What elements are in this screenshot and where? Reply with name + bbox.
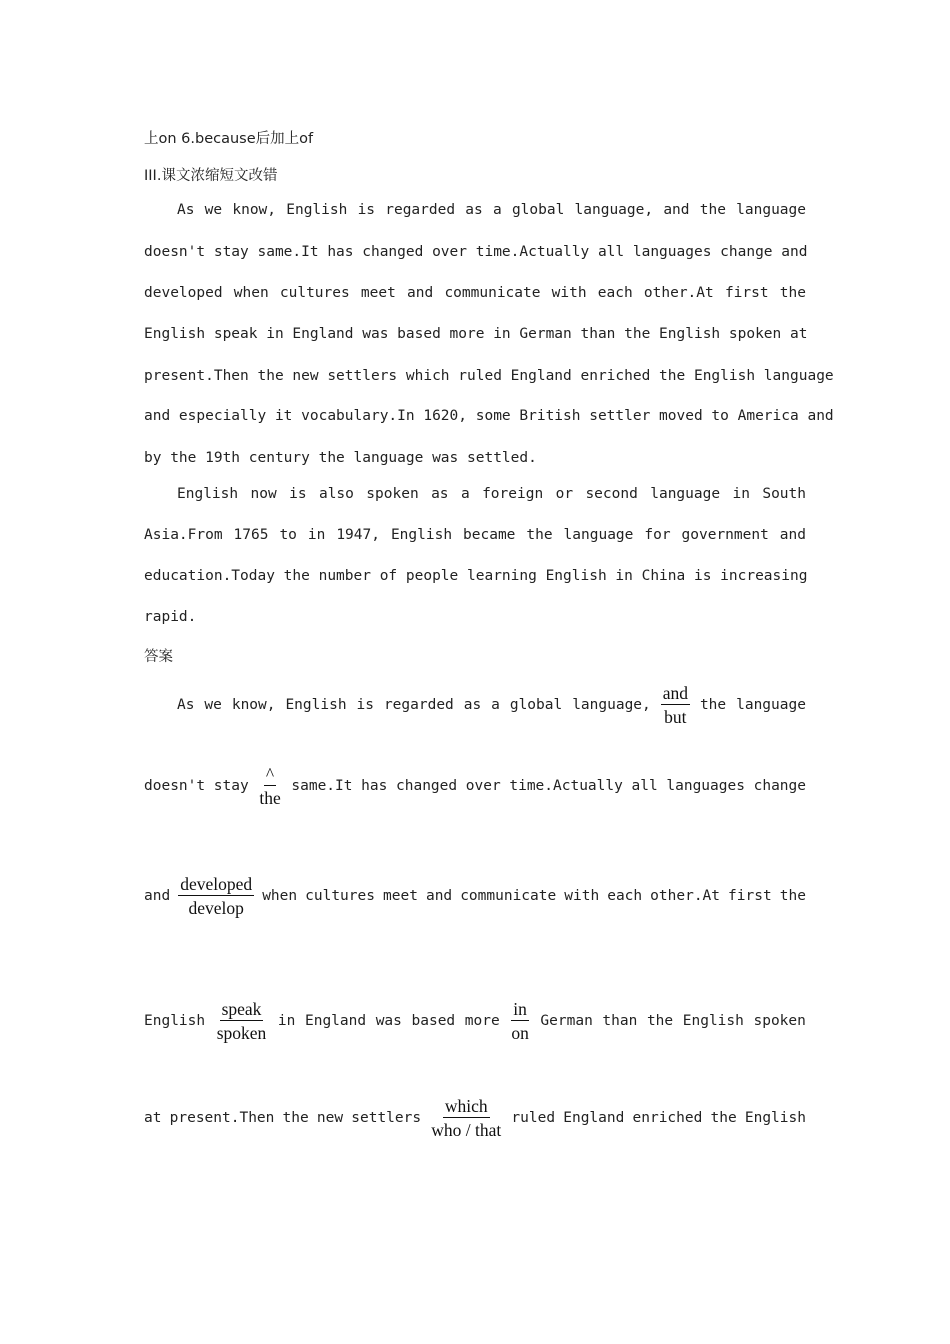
answer-word: English (144, 1013, 206, 1029)
answer-word: communicate (460, 888, 557, 904)
answer-word: when (262, 888, 298, 904)
correction-original: developed (180, 873, 253, 894)
correction-mark (509, 999, 531, 1044)
correction-fix: who / that (431, 1119, 502, 1140)
answer-word: languages (666, 778, 745, 794)
answer-word: As (177, 697, 195, 713)
answer-word: a (491, 697, 500, 713)
answer-word: was (375, 1013, 402, 1029)
passage-line: Asia.From 1765 to in 1947, English became the language for government and (144, 527, 806, 543)
answer-word: at (144, 1110, 162, 1126)
answer-word: change (753, 778, 806, 794)
answer-word: cultures (305, 888, 375, 904)
answer-word: the (646, 1013, 674, 1029)
answer-word: spoken (753, 1013, 806, 1029)
passage-line: by the 19th century the language was settled. (144, 450, 537, 466)
answer-word: enriched (632, 1110, 703, 1126)
passage-line: As we know, English is regarded as a global language, and the language (177, 202, 806, 218)
answer-word: English (682, 1013, 744, 1029)
answer-word: other.At (650, 888, 721, 904)
answer-word: and (144, 888, 171, 904)
answer-word: England (563, 1110, 625, 1126)
passage-line: English speak in England was based more in German than the English spoken at (144, 326, 808, 342)
top-note: 上on 6.because后加上of (144, 131, 314, 147)
correction-original: in (513, 998, 527, 1019)
correction-mark (215, 999, 269, 1044)
answer-word: England (304, 1013, 367, 1029)
answer-word: the (282, 1110, 309, 1126)
correction-fix: but (664, 706, 687, 727)
answer-word: has (361, 778, 388, 794)
answer-row (177, 680, 806, 730)
answer-word: language, (572, 697, 651, 713)
answer-word: settlers (351, 1110, 422, 1126)
correction-original: speak (221, 998, 262, 1019)
answer-word: doesn't (144, 778, 206, 794)
answer-word: in (277, 1013, 296, 1029)
passage-line: present.Then the new settlers which ruled England enriched the English language (144, 368, 834, 384)
answer-word: English (744, 1110, 806, 1126)
passage-line: and especially it vocabulary.In 1620, some British settler moved to America and (144, 408, 834, 424)
answer-word: German (540, 1013, 593, 1029)
correction-fix: develop (188, 897, 244, 918)
answer-word: than (602, 1013, 638, 1029)
correction-fix: spoken (216, 1022, 267, 1043)
answer-word: and (425, 888, 453, 904)
answer-word: regarded (383, 697, 454, 713)
answer-word: changed (396, 778, 458, 794)
answer-word: we (204, 697, 222, 713)
answer-word: time.Actually (509, 778, 623, 794)
answer-word: with (564, 888, 600, 904)
answer-row (144, 1092, 806, 1144)
passage-line: doesn't stay same.It has changed over time.Actually all languages change and (144, 244, 808, 260)
correction-fix: on (511, 1022, 529, 1043)
answer-row (144, 870, 806, 922)
correction-mark (257, 764, 282, 809)
answer-word: new (316, 1110, 344, 1126)
answer-word: the (710, 1110, 737, 1126)
answer-row (144, 760, 806, 812)
correction-fix: the (259, 787, 281, 808)
answer-word: is (356, 697, 374, 713)
answer-word: the (779, 888, 806, 904)
answer-word: present.Then (169, 1110, 275, 1126)
answer-word: based (411, 1013, 456, 1029)
correction-mark (429, 1096, 503, 1141)
passage-line: education.Today the number of people learning English in China is increasing (144, 568, 808, 584)
answer-word: same.It (291, 778, 353, 794)
correction-original: which (444, 1095, 488, 1116)
answer-word: all (631, 778, 658, 794)
answer-heading: 答案 (144, 649, 173, 665)
answer-word: the (699, 697, 727, 713)
answer-word: meet (383, 888, 418, 904)
answer-word: each (607, 888, 643, 904)
correction-original: and (662, 682, 688, 703)
answer-word: know, (231, 697, 276, 713)
answer-word: as (463, 697, 482, 713)
answer-word: over (465, 778, 501, 794)
passage-line: English now is also spoken as a foreign or second language in South (177, 486, 806, 502)
answer-word: first (728, 888, 772, 904)
correction-mark (178, 874, 254, 919)
answer-word: stay (213, 778, 249, 794)
answer-word: more (464, 1013, 500, 1029)
answer-word: English (285, 697, 347, 713)
correction-original: ^ (265, 763, 275, 784)
answer-word: global (509, 697, 563, 713)
passage-line: rapid. (144, 609, 197, 625)
section-heading: III.课文浓缩短文改错 (144, 168, 278, 184)
answer-row (144, 995, 806, 1047)
answer-word: ruled (511, 1110, 556, 1126)
passage-line: developed when cultures meet and communicate with each other.At first the (144, 285, 806, 301)
correction-mark (661, 683, 690, 728)
answer-word: language (736, 697, 806, 713)
